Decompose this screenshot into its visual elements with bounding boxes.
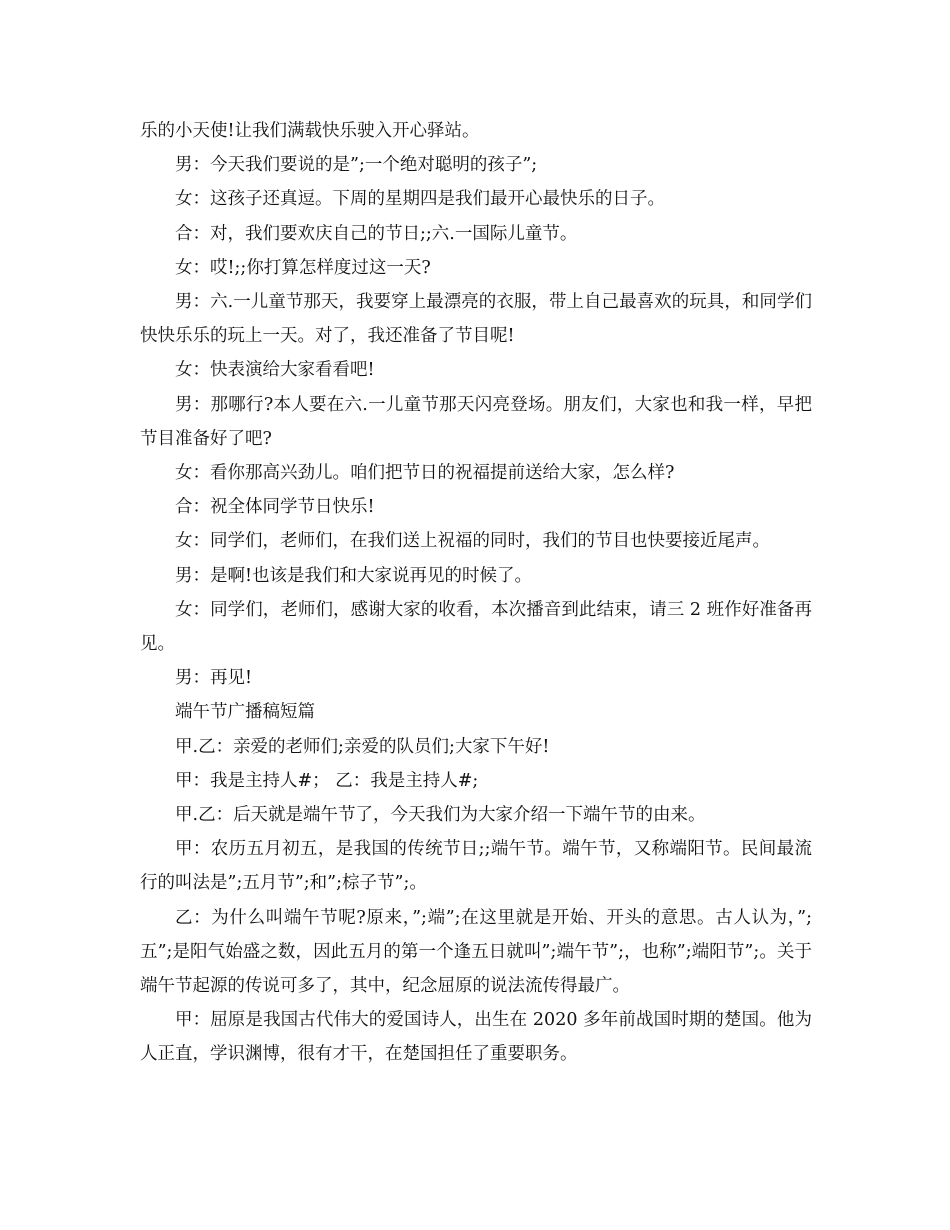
paragraph: 女：看你那高兴劲儿。咱们把节日的祝福提前送给大家，怎么样? bbox=[175, 463, 675, 484]
paragraph: 女：哎!;;你打算怎样度过这一天? bbox=[175, 257, 431, 278]
paragraph: 男：再见! bbox=[175, 668, 253, 689]
paragraph: 甲.乙：亲爱的老师们;亲爱的队员们;大家下午好! bbox=[175, 736, 550, 757]
paragraph: 乙：为什么叫端午节呢?原来，”;端”;在这里就是开始、开头的意思。古人认为，”;五”;是阳气始盛之数，因此五月的第一个逢五日就叫”;端午节”;，也称”;端阳节”;。关于端午节起源的传说可多了，其中，纪念屈原的说法流传得最广。 bbox=[140, 907, 812, 997]
paragraph: 男：那哪行?本人要在六.一儿童节那天闪亮登场。朋友们，大家也和我一样，早把节目准备好了吧? bbox=[140, 394, 812, 449]
document-body bbox=[140, 114, 812, 1072]
paragraph: 甲.乙：后天就是端午节了，今天我们为大家介绍一下端午节的由来。 bbox=[175, 805, 706, 826]
paragraph: 女：同学们，老师们，在我们送上祝福的同时，我们的节目也快要接近尾声。 bbox=[175, 531, 770, 552]
paragraph: 男：今天我们要说的是”;一个绝对聪明的孩子”; bbox=[175, 155, 538, 176]
paragraph: 女：这孩子还真逗。下周的星期四是我们最开心最快乐的日子。 bbox=[175, 189, 665, 210]
paragraph: 男：六.一儿童节那天，我要穿上最漂亮的衣服，带上自己最喜欢的玩具，和同学们快快乐乐的玩上一天。对了，我还准备了节目呢! bbox=[140, 292, 812, 347]
paragraph: 甲：我是主持人#； 乙：我是主持人#; bbox=[175, 770, 479, 791]
paragraph: 女：同学们，老师们，感谢大家的收看，本次播音到此结束，请三 2 班作好准备再见。 bbox=[140, 599, 812, 655]
paragraph-continuation: 乐的小天使!让我们满载快乐驶入开心驿站。 bbox=[140, 121, 480, 141]
paragraph: 男：是啊!也该是我们和大家说再见的时候了。 bbox=[175, 565, 533, 586]
paragraph: 甲：屈原是我国古代伟大的爱国诗人，出生在 2020 多年前战国时期的楚国。他为人正直，学识渊博，很有才干，在楚国担任了重要职务。 bbox=[140, 1010, 812, 1065]
paragraph: 甲：农历五月初五，是我国的传统节日;;端午节。端午节，又称端阳节。民间最流行的叫法是”;五月节”;和”;棕子节”;。 bbox=[140, 839, 812, 894]
section-heading: 端午节广播稿短篇 bbox=[175, 702, 315, 723]
paragraph: 合：对，我们要欢庆自己的节日;;六.一国际儿童节。 bbox=[175, 223, 578, 244]
paragraph: 合：祝全体同学节日快乐! bbox=[175, 497, 375, 518]
paragraph: 女：快表演给大家看看吧! bbox=[175, 360, 375, 381]
